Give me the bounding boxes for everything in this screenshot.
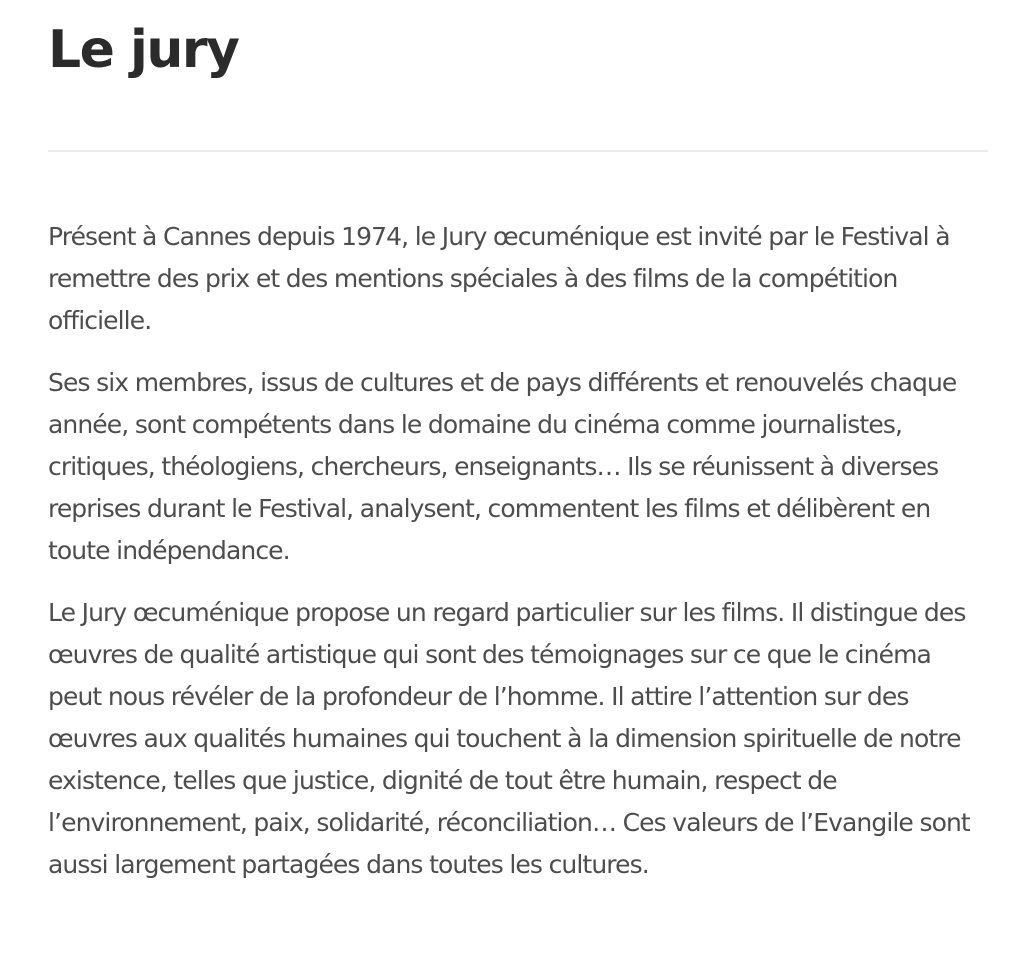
paragraph-intro: Présent à Cannes depuis 1974, le Jury œcuménique est invité par le Festival à remettre des prix et des mentions spéciales à des films de la compétition officielle. xyxy=(48,222,950,335)
paragraph-perspective: Le Jury œcuménique propose un regard particulier sur les films. Il distingue des œuvres de qualité artistique qui sont des témoignages sur ce que le cinéma peut nous révéler de la profondeur de l’homme. Il attire l’attention sur des œuvres aux qualités humaines qui touchent à la dimension spirituelle de notre existence, telles que justice, dignité de tout être humain, respect de l’environnement, paix, solidarité, réconciliation… Ces valeurs de l’Evangile sont aussi largement partagées dans toutes les cultures. xyxy=(48,598,970,879)
page-title: Le jury xyxy=(48,20,239,80)
title-divider xyxy=(48,150,988,152)
paragraph-members: Ses six membres, issus de cultures et de pays différents et renouvelés chaque année, sont compétents dans le domaine du cinéma comme journalistes, critiques, théologiens, chercheurs, enseignants… Ils se réunissent à diverses reprises durant le Festival, analysent, commentent les films et délibèrent en toute indépendance. xyxy=(48,368,957,565)
article-body xyxy=(48,216,988,886)
